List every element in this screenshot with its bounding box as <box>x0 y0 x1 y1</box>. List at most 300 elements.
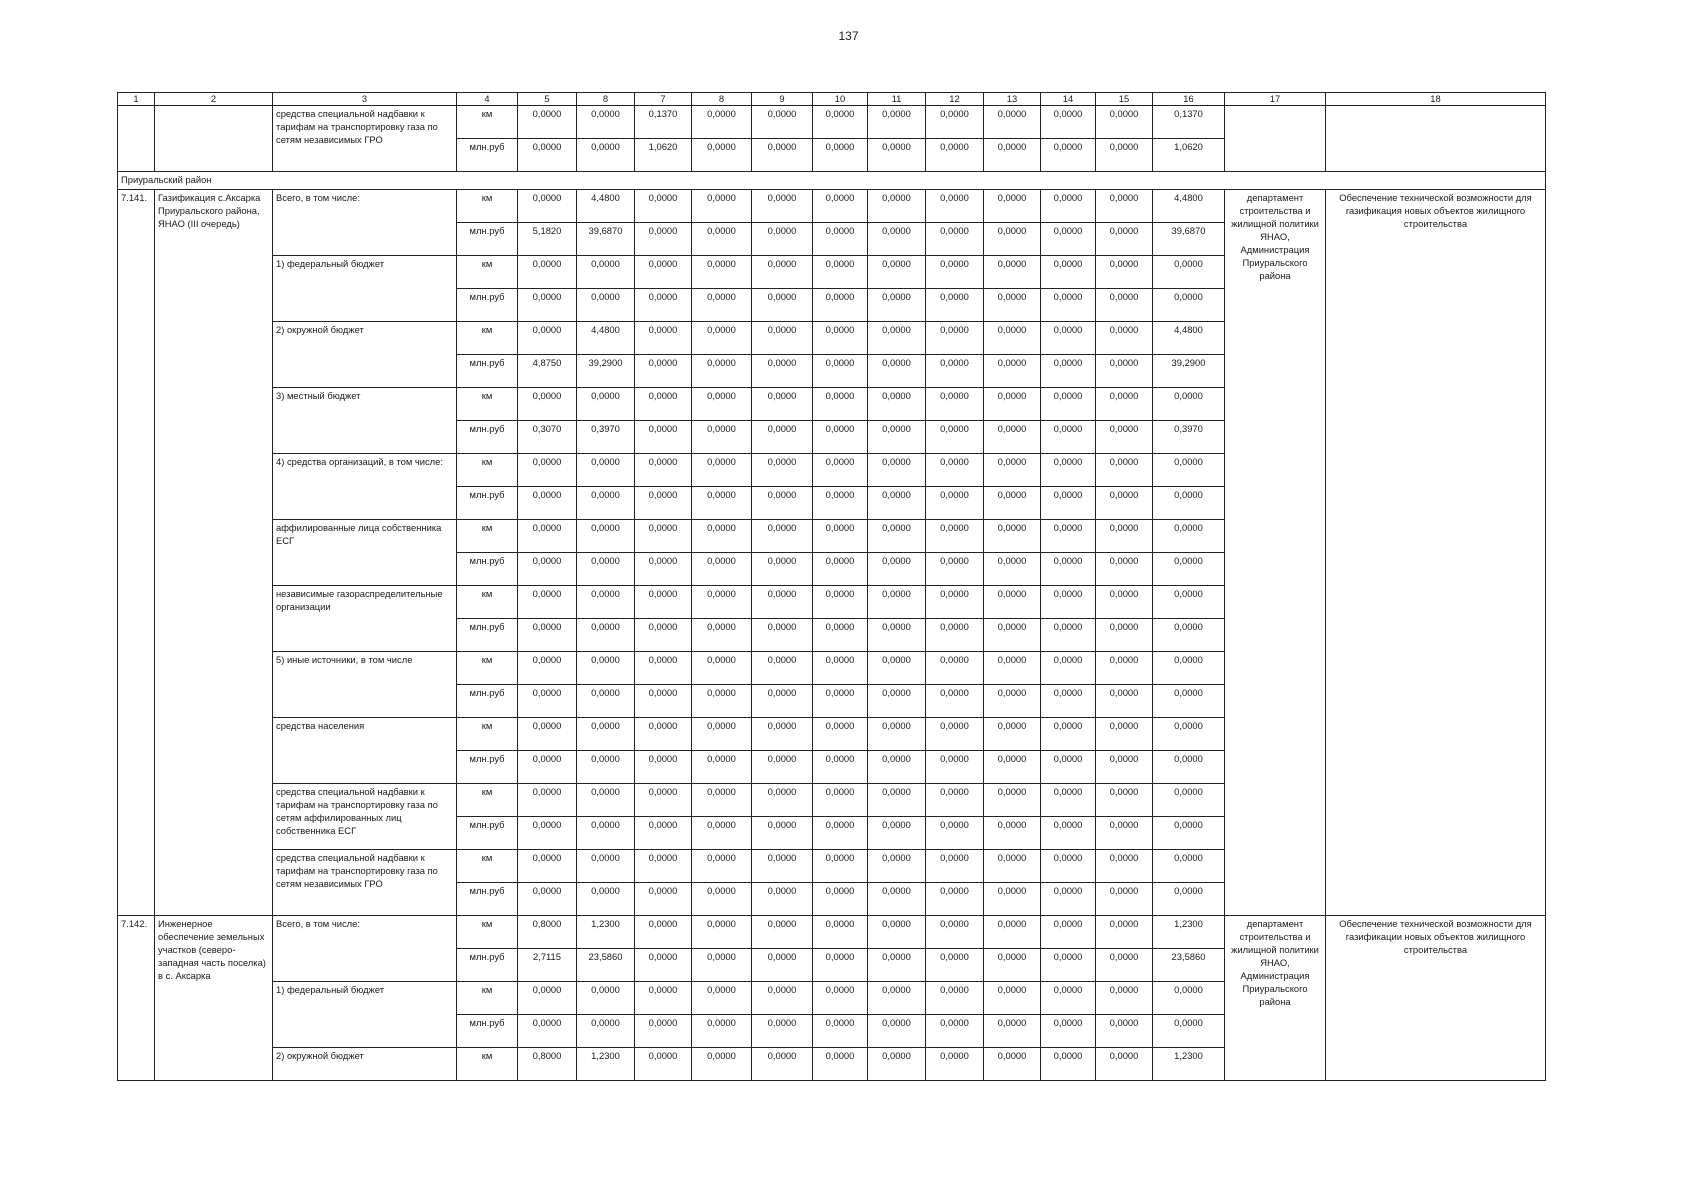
value-cell: 0,0000 <box>1041 685 1096 718</box>
value-cell: 4,4800 <box>577 322 635 355</box>
value-cell: 0,0000 <box>1153 784 1225 817</box>
value-cell: 0,0000 <box>752 784 813 817</box>
value-cell: 0,0000 <box>1153 454 1225 487</box>
value-cell: 0,0000 <box>926 520 984 553</box>
value-cell: 0,0000 <box>813 850 868 883</box>
value-cell: 0,0000 <box>984 784 1041 817</box>
value-cell: 0,0000 <box>1096 751 1153 784</box>
value-cell: 0,0000 <box>1153 883 1225 916</box>
value-cell: 0,0000 <box>1041 190 1096 223</box>
value-cell: 0,0000 <box>635 751 692 784</box>
value-cell: 0,0000 <box>1096 553 1153 586</box>
value-cell: 0,0000 <box>635 355 692 388</box>
value-cell: 0,0000 <box>926 223 984 256</box>
value-cell: 0,0000 <box>1041 718 1096 751</box>
responsible-cell: департамент строительства и жилищной политики ЯНАО, Администрация Приуральского района <box>1225 190 1326 916</box>
value-cell: 0,0000 <box>984 223 1041 256</box>
value-cell: 0,0000 <box>984 718 1041 751</box>
value-cell: 0,0000 <box>813 718 868 751</box>
value-cell: 0,0000 <box>926 190 984 223</box>
value-cell: 0,0000 <box>692 850 752 883</box>
source-label: 5) иные источники, в том числе <box>273 652 457 718</box>
value-cell: 0,0000 <box>813 190 868 223</box>
source-label: 1) федеральный бюджет <box>273 982 457 1048</box>
value-cell: 0,0000 <box>1041 106 1096 139</box>
value-cell: 0,0000 <box>1041 388 1096 421</box>
unit-cell: млн.руб <box>457 421 518 454</box>
result-cell: Обеспечение технической возможности для газификация новых объектов жилищного строительства <box>1326 190 1546 916</box>
value-cell: 0,0000 <box>813 817 868 850</box>
value-cell: 0,0000 <box>813 1015 868 1048</box>
value-cell: 0,0000 <box>752 139 813 172</box>
value-cell: 0,0000 <box>813 106 868 139</box>
value-cell: 0,8000 <box>518 1048 577 1081</box>
value-cell: 0,0000 <box>752 982 813 1015</box>
value-cell: 0,0000 <box>1041 139 1096 172</box>
value-cell: 0,0000 <box>1096 388 1153 421</box>
value-cell: 0,0000 <box>1096 619 1153 652</box>
value-cell: 0,0000 <box>518 454 577 487</box>
value-cell: 0,0000 <box>577 982 635 1015</box>
value-cell: 0,0000 <box>926 949 984 982</box>
unit-cell: млн.руб <box>457 949 518 982</box>
value-cell: 0,0000 <box>692 619 752 652</box>
value-cell: 39,2900 <box>1153 355 1225 388</box>
value-cell: 0,0000 <box>813 553 868 586</box>
value-cell: 0,0000 <box>577 652 635 685</box>
column-number-cell: 3 <box>273 93 457 106</box>
number-cell <box>118 106 155 172</box>
value-cell: 0,0000 <box>868 586 926 619</box>
unit-cell: км <box>457 850 518 883</box>
value-cell: 0,0000 <box>1153 751 1225 784</box>
value-cell: 0,0000 <box>813 586 868 619</box>
value-cell: 0,0000 <box>984 355 1041 388</box>
value-cell: 0,0000 <box>692 883 752 916</box>
value-cell: 0,0000 <box>1041 916 1096 949</box>
value-cell: 0,0000 <box>984 421 1041 454</box>
value-cell: 0,0000 <box>1153 586 1225 619</box>
value-cell: 0,0000 <box>1096 421 1153 454</box>
unit-cell: км <box>457 322 518 355</box>
value-cell: 4,8750 <box>518 355 577 388</box>
source-label: аффилированные лица собственника ЕСГ <box>273 520 457 586</box>
value-cell: 0,0000 <box>635 1048 692 1081</box>
unit-cell: км <box>457 256 518 289</box>
unit-cell: км <box>457 454 518 487</box>
value-cell: 0,0000 <box>692 784 752 817</box>
value-cell: 0,0000 <box>926 652 984 685</box>
column-number-cell: 13 <box>984 93 1041 106</box>
value-cell: 0,0000 <box>518 520 577 553</box>
value-cell: 0,0000 <box>868 322 926 355</box>
value-cell: 0,0000 <box>577 487 635 520</box>
value-cell: 0,3070 <box>518 421 577 454</box>
value-cell: 0,0000 <box>518 619 577 652</box>
responsible-cell: департамент строительства и жилищной политики ЯНАО, Администрация Приуральского района <box>1225 916 1326 1081</box>
value-cell: 0,0000 <box>577 553 635 586</box>
value-cell: 0,0000 <box>635 322 692 355</box>
value-cell: 0,0000 <box>577 619 635 652</box>
value-cell: 5,1820 <box>518 223 577 256</box>
value-cell: 0,0000 <box>1041 520 1096 553</box>
value-cell: 0,0000 <box>868 784 926 817</box>
page-number: 137 <box>838 29 859 43</box>
value-cell: 0,0000 <box>518 685 577 718</box>
value-cell: 0,0000 <box>752 388 813 421</box>
value-cell: 0,0000 <box>1041 289 1096 322</box>
unit-cell: км <box>457 916 518 949</box>
value-cell: 0,0000 <box>868 289 926 322</box>
value-cell: 0,0000 <box>984 883 1041 916</box>
value-cell: 0,0000 <box>926 718 984 751</box>
column-number-cell: 5 <box>518 93 577 106</box>
value-cell: 0,0000 <box>752 553 813 586</box>
value-cell: 0,0000 <box>926 850 984 883</box>
value-cell: 0,0000 <box>926 256 984 289</box>
value-cell: 0,0000 <box>813 520 868 553</box>
value-cell: 0,0000 <box>926 586 984 619</box>
value-cell: 0,0000 <box>692 520 752 553</box>
value-cell: 0,0000 <box>635 850 692 883</box>
source-label: средства специальной надбавки к тарифам на транспортировку газа по сетям независимых ГРО <box>273 850 457 916</box>
column-number-cell: 18 <box>1326 93 1546 106</box>
value-cell: 0,0000 <box>692 685 752 718</box>
data-row <box>118 190 1546 223</box>
value-cell: 0,0000 <box>926 139 984 172</box>
source-label: Всего, в том числе: <box>273 190 457 256</box>
column-number-cell: 14 <box>1041 93 1096 106</box>
value-cell: 0,0000 <box>984 139 1041 172</box>
value-cell: 0,0000 <box>868 106 926 139</box>
value-cell: 0,0000 <box>692 817 752 850</box>
value-cell: 39,6870 <box>577 223 635 256</box>
result-cell <box>1326 106 1546 172</box>
value-cell: 0,0000 <box>1096 883 1153 916</box>
value-cell: 0,0000 <box>518 850 577 883</box>
source-label: 1) федеральный бюджет <box>273 256 457 322</box>
value-cell: 0,0000 <box>1041 949 1096 982</box>
value-cell: 0,0000 <box>752 421 813 454</box>
value-cell: 0,0000 <box>752 586 813 619</box>
column-number-cell: 1 <box>118 93 155 106</box>
value-cell: 0,0000 <box>692 355 752 388</box>
value-cell: 0,0000 <box>692 982 752 1015</box>
value-cell: 0,0000 <box>1153 487 1225 520</box>
value-cell: 0,0000 <box>752 817 813 850</box>
value-cell: 0,0000 <box>635 685 692 718</box>
value-cell: 0,0000 <box>926 1015 984 1048</box>
column-number-cell: 16 <box>1153 93 1225 106</box>
value-cell: 0,0000 <box>577 817 635 850</box>
value-cell: 0,0000 <box>868 949 926 982</box>
value-cell: 1,0620 <box>1153 139 1225 172</box>
value-cell: 0,0000 <box>868 520 926 553</box>
value-cell: 0,0000 <box>518 289 577 322</box>
value-cell: 0,0000 <box>813 751 868 784</box>
unit-cell: млн.руб <box>457 1015 518 1048</box>
value-cell: 0,0000 <box>518 256 577 289</box>
value-cell: 0,8000 <box>518 916 577 949</box>
value-cell: 0,0000 <box>635 883 692 916</box>
value-cell: 0,0000 <box>813 652 868 685</box>
value-cell: 0,0000 <box>692 388 752 421</box>
value-cell: 0,0000 <box>868 1015 926 1048</box>
project-number: 7.142. <box>118 916 155 1081</box>
value-cell: 0,0000 <box>577 685 635 718</box>
value-cell: 0,0000 <box>692 322 752 355</box>
value-cell: 0,0000 <box>1153 652 1225 685</box>
value-cell: 0,0000 <box>752 1048 813 1081</box>
value-cell: 0,0000 <box>984 685 1041 718</box>
value-cell: 0,0000 <box>1041 883 1096 916</box>
project-name: Инженерное обеспечение земельных участков (северо-западная часть поселка) в с. Аксарка <box>155 916 273 1081</box>
value-cell: 0,0000 <box>635 190 692 223</box>
value-cell: 0,0000 <box>926 751 984 784</box>
value-cell: 0,0000 <box>813 139 868 172</box>
value-cell: 0,0000 <box>1096 520 1153 553</box>
value-cell: 0,0000 <box>692 586 752 619</box>
value-cell: 0,0000 <box>692 718 752 751</box>
data-row <box>118 106 1546 139</box>
column-number-cell: 7 <box>635 93 692 106</box>
value-cell: 0,0000 <box>1153 553 1225 586</box>
value-cell: 4,4800 <box>1153 190 1225 223</box>
value-cell: 0,0000 <box>1096 454 1153 487</box>
value-cell: 0,0000 <box>926 883 984 916</box>
value-cell: 0,0000 <box>1153 685 1225 718</box>
value-cell: 0,0000 <box>984 982 1041 1015</box>
value-cell: 39,2900 <box>577 355 635 388</box>
unit-cell: млн.руб <box>457 685 518 718</box>
value-cell: 0,0000 <box>635 916 692 949</box>
value-cell: 0,0000 <box>577 454 635 487</box>
value-cell: 0,0000 <box>1041 817 1096 850</box>
value-cell: 0,0000 <box>1153 388 1225 421</box>
value-cell: 0,0000 <box>813 784 868 817</box>
column-number-cell: 12 <box>926 93 984 106</box>
value-cell: 0,1370 <box>635 106 692 139</box>
value-cell: 0,0000 <box>752 751 813 784</box>
value-cell: 0,0000 <box>1096 850 1153 883</box>
value-cell: 0,0000 <box>752 289 813 322</box>
value-cell: 0,0000 <box>868 421 926 454</box>
unit-cell: км <box>457 388 518 421</box>
value-cell: 0,0000 <box>813 487 868 520</box>
unit-cell: млн.руб <box>457 223 518 256</box>
value-cell: 23,5860 <box>577 949 635 982</box>
column-number-cell: 4 <box>457 93 518 106</box>
value-cell: 0,0000 <box>692 139 752 172</box>
unit-cell: млн.руб <box>457 817 518 850</box>
value-cell: 0,0000 <box>868 190 926 223</box>
value-cell: 0,0000 <box>752 685 813 718</box>
value-cell: 1,2300 <box>577 916 635 949</box>
value-cell: 0,0000 <box>926 685 984 718</box>
value-cell: 0,0000 <box>1153 1015 1225 1048</box>
value-cell: 0,0000 <box>692 1048 752 1081</box>
source-label: Всего, в том числе: <box>273 916 457 982</box>
value-cell: 0,0000 <box>577 289 635 322</box>
value-cell: 0,0000 <box>752 355 813 388</box>
value-cell: 0,1370 <box>1153 106 1225 139</box>
value-cell: 0,0000 <box>926 1048 984 1081</box>
unit-cell: млн.руб <box>457 355 518 388</box>
value-cell: 0,0000 <box>1041 619 1096 652</box>
value-cell: 0,0000 <box>926 619 984 652</box>
value-cell: 0,0000 <box>1041 223 1096 256</box>
data-row <box>118 916 1546 949</box>
value-cell: 0,0000 <box>518 1015 577 1048</box>
value-cell: 0,0000 <box>868 355 926 388</box>
value-cell: 0,0000 <box>518 553 577 586</box>
value-cell: 0,0000 <box>1153 619 1225 652</box>
value-cell: 0,0000 <box>577 586 635 619</box>
value-cell: 0,0000 <box>752 619 813 652</box>
value-cell: 0,0000 <box>1153 817 1225 850</box>
column-number-row <box>118 93 1546 106</box>
unit-cell: млн.руб <box>457 553 518 586</box>
value-cell: 0,0000 <box>984 916 1041 949</box>
column-number-cell: 11 <box>868 93 926 106</box>
source-label: средства специальной надбавки к тарифам на транспортировку газа по сетям независимых ГРО <box>273 106 457 172</box>
value-cell: 2,7115 <box>518 949 577 982</box>
source-label: независимые газораспределительные организации <box>273 586 457 652</box>
column-number-cell: 2 <box>155 93 273 106</box>
value-cell: 0,0000 <box>752 487 813 520</box>
value-cell: 0,0000 <box>813 421 868 454</box>
value-cell: 0,0000 <box>635 784 692 817</box>
unit-cell: млн.руб <box>457 619 518 652</box>
value-cell: 0,0000 <box>635 388 692 421</box>
value-cell: 0,0000 <box>1096 949 1153 982</box>
section-row <box>118 172 1546 190</box>
column-number-cell: 10 <box>813 93 868 106</box>
value-cell: 0,0000 <box>752 916 813 949</box>
value-cell: 0,0000 <box>752 520 813 553</box>
value-cell: 0,0000 <box>813 454 868 487</box>
value-cell: 0,0000 <box>868 139 926 172</box>
value-cell: 1,0620 <box>635 139 692 172</box>
value-cell: 0,0000 <box>1153 256 1225 289</box>
value-cell: 0,0000 <box>1153 520 1225 553</box>
value-cell: 0,0000 <box>868 916 926 949</box>
value-cell: 0,0000 <box>1041 982 1096 1015</box>
name-cell <box>155 106 273 172</box>
value-cell: 0,0000 <box>1096 1048 1153 1081</box>
column-number-cell: 8 <box>692 93 752 106</box>
value-cell: 0,0000 <box>692 454 752 487</box>
value-cell: 0,0000 <box>635 652 692 685</box>
value-cell: 0,0000 <box>635 454 692 487</box>
unit-cell: км <box>457 520 518 553</box>
value-cell: 0,0000 <box>813 388 868 421</box>
value-cell: 0,0000 <box>813 289 868 322</box>
value-cell: 0,0000 <box>868 850 926 883</box>
value-cell: 0,0000 <box>752 718 813 751</box>
source-label: средства населения <box>273 718 457 784</box>
value-cell: 0,0000 <box>926 106 984 139</box>
value-cell: 0,0000 <box>692 751 752 784</box>
value-cell: 0,0000 <box>868 223 926 256</box>
value-cell: 0,0000 <box>1041 652 1096 685</box>
value-cell: 0,3970 <box>577 421 635 454</box>
unit-cell: км <box>457 982 518 1015</box>
column-number-cell: 9 <box>752 93 813 106</box>
unit-cell: млн.руб <box>457 487 518 520</box>
value-cell: 0,0000 <box>692 421 752 454</box>
value-cell: 0,0000 <box>1096 256 1153 289</box>
value-cell: 0,0000 <box>813 355 868 388</box>
value-cell: 4,4800 <box>577 190 635 223</box>
value-cell: 0,0000 <box>984 553 1041 586</box>
value-cell: 0,0000 <box>813 685 868 718</box>
value-cell: 0,0000 <box>518 586 577 619</box>
column-number-cell: 8 <box>577 93 635 106</box>
value-cell: 0,0000 <box>1041 1048 1096 1081</box>
value-cell: 0,0000 <box>752 949 813 982</box>
unit-cell: км <box>457 784 518 817</box>
value-cell: 0,0000 <box>692 106 752 139</box>
value-cell: 0,3970 <box>1153 421 1225 454</box>
value-cell: 0,0000 <box>984 256 1041 289</box>
value-cell: 0,0000 <box>926 388 984 421</box>
value-cell: 0,0000 <box>635 553 692 586</box>
value-cell: 0,0000 <box>752 1015 813 1048</box>
value-cell: 0,0000 <box>577 784 635 817</box>
value-cell: 0,0000 <box>926 553 984 586</box>
value-cell: 0,0000 <box>752 322 813 355</box>
value-cell: 0,0000 <box>692 487 752 520</box>
value-cell: 0,0000 <box>1041 454 1096 487</box>
unit-cell: км <box>457 718 518 751</box>
budget-table <box>117 92 1546 1081</box>
value-cell: 0,0000 <box>813 1048 868 1081</box>
value-cell: 0,0000 <box>577 388 635 421</box>
value-cell: 0,0000 <box>868 883 926 916</box>
unit-cell: км <box>457 652 518 685</box>
value-cell: 0,0000 <box>813 916 868 949</box>
result-cell: Обеспечение технической возможности для газификации новых объектов жилищного строительства <box>1326 916 1546 1081</box>
value-cell: 0,0000 <box>1096 817 1153 850</box>
value-cell: 0,0000 <box>752 883 813 916</box>
value-cell: 0,0000 <box>635 817 692 850</box>
unit-cell: млн.руб <box>457 289 518 322</box>
value-cell: 1,2300 <box>1153 916 1225 949</box>
value-cell: 0,0000 <box>926 289 984 322</box>
value-cell: 0,0000 <box>868 982 926 1015</box>
value-cell: 0,0000 <box>984 520 1041 553</box>
value-cell: 0,0000 <box>1096 139 1153 172</box>
value-cell: 0,0000 <box>518 106 577 139</box>
value-cell: 1,2300 <box>577 1048 635 1081</box>
value-cell: 0,0000 <box>752 256 813 289</box>
value-cell: 0,0000 <box>635 421 692 454</box>
value-cell: 0,0000 <box>868 553 926 586</box>
value-cell: 0,0000 <box>1096 223 1153 256</box>
value-cell: 0,0000 <box>518 652 577 685</box>
value-cell: 0,0000 <box>868 1048 926 1081</box>
value-cell: 0,0000 <box>1096 784 1153 817</box>
value-cell: 4,4800 <box>1153 322 1225 355</box>
value-cell: 0,0000 <box>1041 322 1096 355</box>
responsible-cell <box>1225 106 1326 172</box>
value-cell: 0,0000 <box>518 982 577 1015</box>
value-cell: 0,0000 <box>868 487 926 520</box>
value-cell: 0,0000 <box>577 850 635 883</box>
value-cell: 0,0000 <box>984 850 1041 883</box>
value-cell: 0,0000 <box>577 256 635 289</box>
